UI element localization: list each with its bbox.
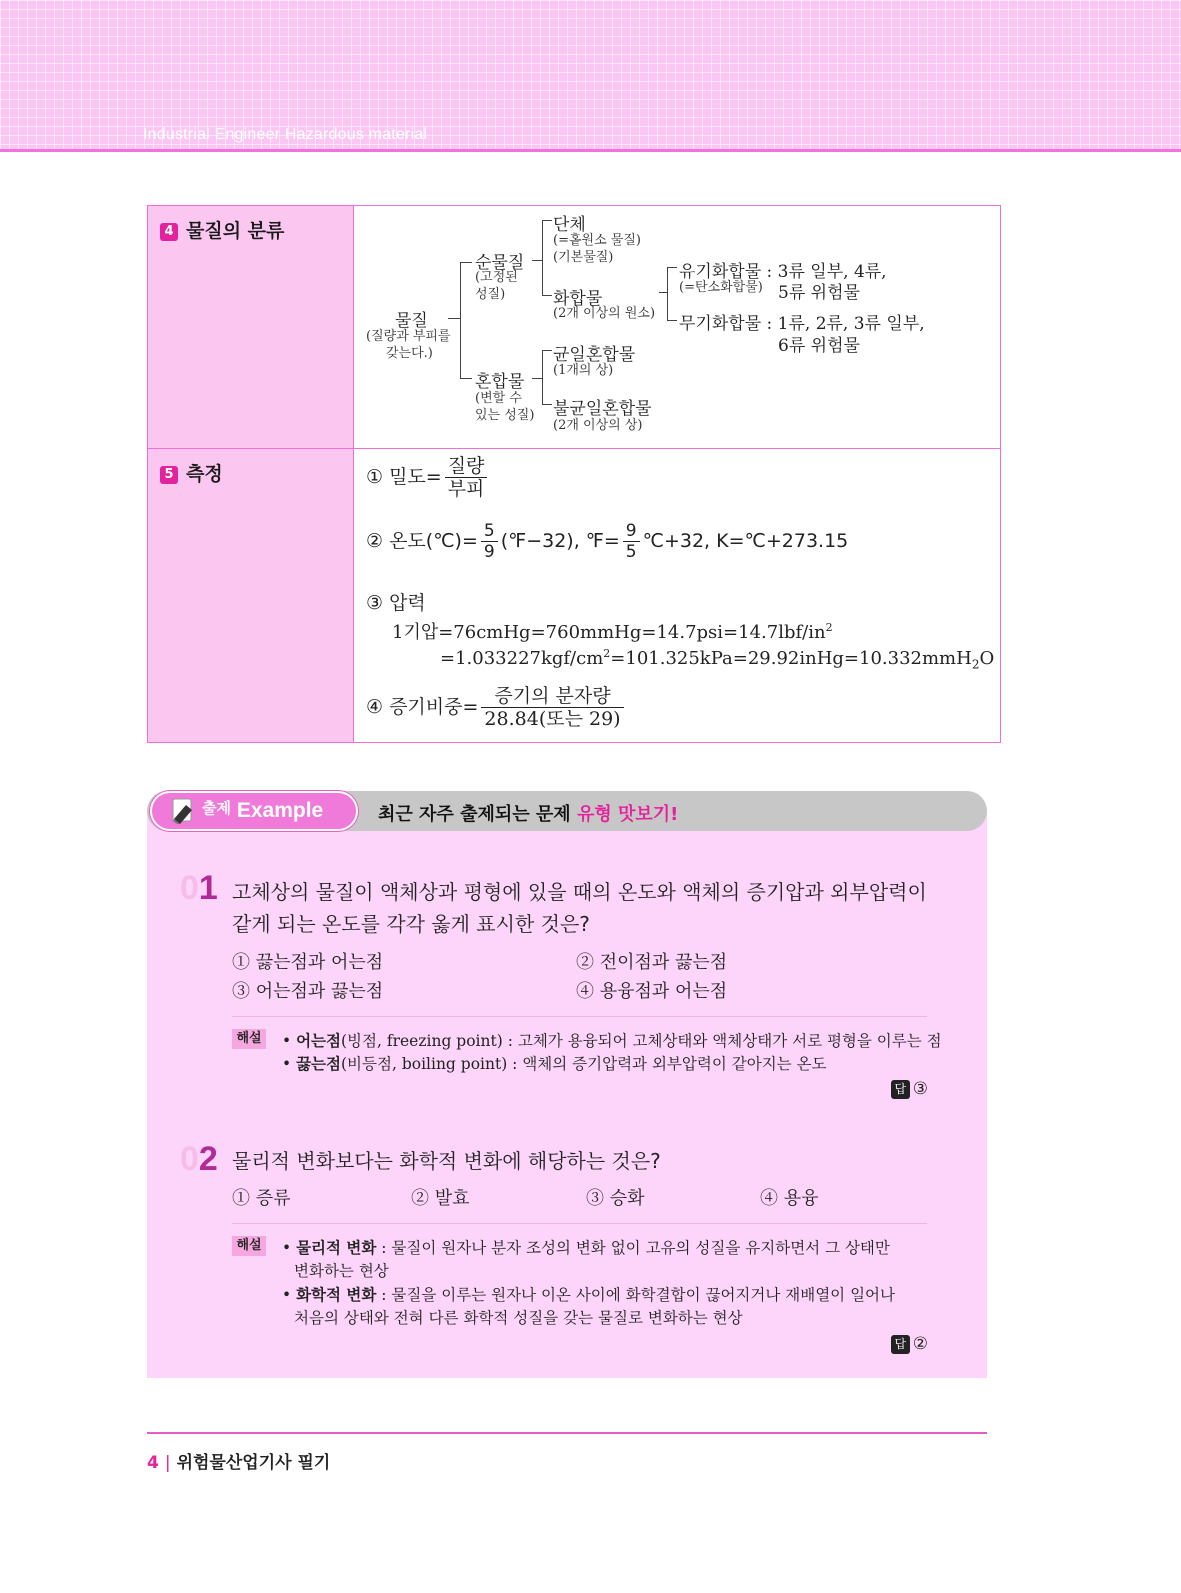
solution-text: : 물질을 이루는 원자나 이온 사이에 화학결합이 끊어지거나 재배열이 일어나 (376, 1286, 896, 1304)
footer (147, 1448, 330, 1473)
question-number-main: 2 (198, 1140, 218, 1178)
question-number (180, 1140, 218, 1179)
tree-line (667, 267, 668, 321)
summary-table (147, 205, 1001, 743)
density-denominator: 부피 (447, 478, 485, 500)
tree-line (460, 262, 461, 379)
tree-pure-substance: 순물질 (475, 253, 525, 273)
tree-element-note: (=홑원소 물질) (553, 233, 641, 248)
divider (232, 1223, 927, 1224)
answer-key (891, 1334, 928, 1354)
footer-divider (147, 1432, 987, 1434)
superscript: 2 (825, 621, 833, 634)
pressure-line-1 (392, 618, 833, 644)
section-heading (148, 449, 354, 742)
tree-heterogeneous: 불균일혼합물 (553, 399, 652, 419)
fraction-numerator: 5 (481, 521, 498, 542)
solution-text: (비등점, boiling point) : 액체의 증기압력과 외부압력이 같아지는 온도 (341, 1055, 827, 1073)
answer-option[interactable]: ② 발효 (411, 1188, 470, 1209)
solution-text: (빙점, freezing point) : 고체가 용융되어 고체상태와 액체상태가 서로 평형을 이루는 점 (341, 1032, 942, 1050)
example-pill-small: 출제 (202, 800, 231, 817)
pressure-line-2-text: =101.325kPa=29.92inHg=10.332mmH (610, 648, 972, 669)
tree-line (460, 378, 472, 379)
example-bar-highlight: 유형 맛보기! (576, 804, 679, 825)
pressure-line-2 (440, 647, 994, 672)
pressure-line-1-text: 1기압=76cmHg=760mmHg=14.7psi=14.7lbf/in (392, 622, 826, 643)
divider (232, 1016, 927, 1017)
answer-option[interactable]: ② 전이점과 끓는점 (576, 952, 728, 973)
answer-option[interactable]: ① 끓는점과 어는점 (232, 952, 384, 973)
answer-option[interactable]: ④ 용융점과 어는점 (576, 981, 728, 1002)
solution-badge: 해설 (232, 1029, 266, 1049)
solution-line: • 끓는점(비등점, boiling point) : 액체의 증기압력과 외부압력이 같아지는 온도 (282, 1055, 827, 1073)
tree-line (542, 350, 552, 351)
question-number-faint: 0 (180, 1140, 199, 1178)
section-heading (148, 206, 354, 448)
tree-organic-compound: 유기화합물 : 3류 일부, 4류, (679, 262, 887, 282)
solution-badge: 해설 (232, 1236, 266, 1256)
tree-root: 물질 (395, 311, 428, 331)
answer-badge: 답 (891, 1080, 910, 1099)
answer-badge: 답 (891, 1335, 910, 1354)
solution-term: 물리적 변화 (296, 1239, 377, 1257)
solution-term: 화학적 변화 (296, 1286, 377, 1304)
tree-mixture-note: (변할 수 (475, 391, 522, 406)
section-title: 물질의 분류 (186, 220, 285, 242)
tree-line (542, 220, 552, 221)
solution-line: 변화하는 현상 (294, 1262, 389, 1280)
question-text: 물리적 변화보다는 화학적 변화에 해당하는 것은? (232, 1149, 661, 1173)
tree-line (448, 318, 460, 319)
tree-element: 단체 (553, 215, 586, 235)
tree-line (659, 292, 667, 293)
question-number-main: 1 (198, 869, 218, 907)
density-label: ① 밀도= (366, 466, 442, 488)
tree-pure-note: 성질) (475, 287, 506, 302)
tree-root-note: 갖는다.) (386, 346, 433, 361)
temperature-formula (366, 521, 848, 562)
section-number-badge: 5 (160, 466, 178, 484)
solution-line: • 어는점(빙점, freezing point) : 고체가 용융되어 고체상태와 액체상태가 서로 평형을 이루는 점 (282, 1032, 942, 1050)
answer-option[interactable]: ④ 용융 (760, 1188, 819, 1209)
tree-line (542, 220, 543, 296)
tree-compound: 화합물 (553, 289, 603, 309)
answer-option[interactable]: ① 증류 (232, 1188, 291, 1209)
page-number: 4 (147, 1453, 159, 1473)
eraser-icon (170, 797, 196, 825)
fraction-numerator: 9 (623, 521, 640, 542)
summary-row-measurement (148, 449, 1000, 742)
tree-element-note: (기본물질) (553, 250, 614, 265)
tree-inorganic-compound: 무기화합물 : 1류, 2류, 3류 일부, (679, 314, 925, 334)
tree-organic-note: (=탄소화합물) (679, 280, 763, 295)
book-title: 위험물산업기사 필기 (176, 1453, 331, 1473)
tree-root-note: (질량과 부피를 (366, 329, 451, 344)
vapor-denominator: 28.84(또는 29) (484, 708, 621, 730)
fraction-denominator: 5 (625, 542, 637, 562)
temperature-label: ② 온도(℃)= (366, 530, 478, 552)
example-bar-text (378, 800, 678, 826)
solution-line: • 물리적 변화 : 물질이 원자나 분자 조성의 변화 없이 고유의 성질을 유지하면서 그 상태만 (282, 1239, 890, 1257)
subscript: 2 (971, 657, 980, 672)
pressure-line-2-text: =1.033227kgf/cm (440, 648, 604, 669)
vapor-density-label: ④ 증기비중= (366, 696, 479, 718)
solution-term: 끓는점 (296, 1055, 341, 1073)
footer-separator: | (164, 1453, 171, 1473)
tree-line (532, 378, 542, 379)
question-text: 고체상의 물질이 액체상과 평형에 있을 때의 온도와 액체의 증기압과 외부압력이 같게 되는 온도를 각각 옳게 표시한 것은? (232, 880, 927, 936)
answer-option[interactable]: ③ 어는점과 끓는점 (232, 981, 384, 1002)
tree-line (542, 404, 552, 405)
tree-line (460, 262, 472, 263)
density-numerator: 질량 (445, 455, 488, 478)
summary-row-classification (148, 206, 1000, 449)
superscript: 2 (603, 647, 611, 660)
fraction-denominator: 9 (483, 542, 495, 562)
section-number-badge: 4 (160, 223, 178, 241)
tree-organic-cont: 5류 위험물 (778, 283, 860, 303)
tree-mixture: 혼합물 (475, 372, 525, 392)
question-number (180, 869, 218, 908)
tree-homogeneous: 균일혼합물 (553, 345, 636, 365)
example-pill-label (202, 797, 323, 823)
pressure-line-2-text: O (979, 648, 995, 669)
section-title: 측정 (186, 463, 223, 485)
vapor-density-formula (366, 685, 627, 730)
tree-mixture-note: 있는 성질) (475, 408, 535, 423)
temperature-mid: (℉−32), ℉= (500, 530, 620, 552)
tree-compound-note: (2개 이상의 원소) (553, 306, 656, 321)
measurement-formulas (354, 449, 1000, 742)
example-pill-text: Example (236, 799, 324, 822)
answer-key (891, 1079, 928, 1099)
tree-pure-note: (고정된 (475, 270, 518, 285)
tree-inorganic-cont: 6류 위험물 (778, 336, 860, 356)
solution-term: 어는점 (296, 1032, 341, 1050)
classification-tree (354, 206, 1000, 448)
tree-line (542, 350, 543, 405)
answer-value: ② (912, 1334, 928, 1354)
temperature-tail: ℃+32, K=℃+273.15 (642, 530, 849, 552)
tree-line (532, 260, 542, 261)
solution-line: 처음의 상태와 전혀 다른 화학적 성질을 갖는 물질로 변화하는 현상 (294, 1309, 743, 1327)
answer-option[interactable]: ③ 승화 (586, 1188, 645, 1209)
tree-line (667, 320, 677, 321)
solution-line: • 화학적 변화 : 물질을 이루는 원자나 이온 사이에 화학결합이 끊어지거나 재배열이 일어나 (282, 1286, 896, 1304)
tree-line (667, 267, 677, 268)
tree-heterogeneous-note: (2개 이상의 상) (553, 418, 643, 433)
solution-text: : 물질이 원자나 분자 조성의 변화 없이 고유의 성질을 유지하면서 그 상태만 (376, 1239, 890, 1257)
tree-homogeneous-note: (1개의 상) (553, 363, 614, 378)
header-title: Industrial Engineer Hazardous material (143, 126, 428, 143)
question-number-faint: 0 (180, 869, 199, 907)
density-formula (366, 455, 490, 500)
tree-line (542, 295, 552, 296)
example-bar-main: 최근 자주 출제되는 문제 (378, 804, 571, 825)
pressure-label: ③ 압력 (366, 592, 426, 614)
vapor-numerator: 증기의 분자량 (481, 685, 623, 708)
answer-value: ③ (912, 1079, 928, 1099)
